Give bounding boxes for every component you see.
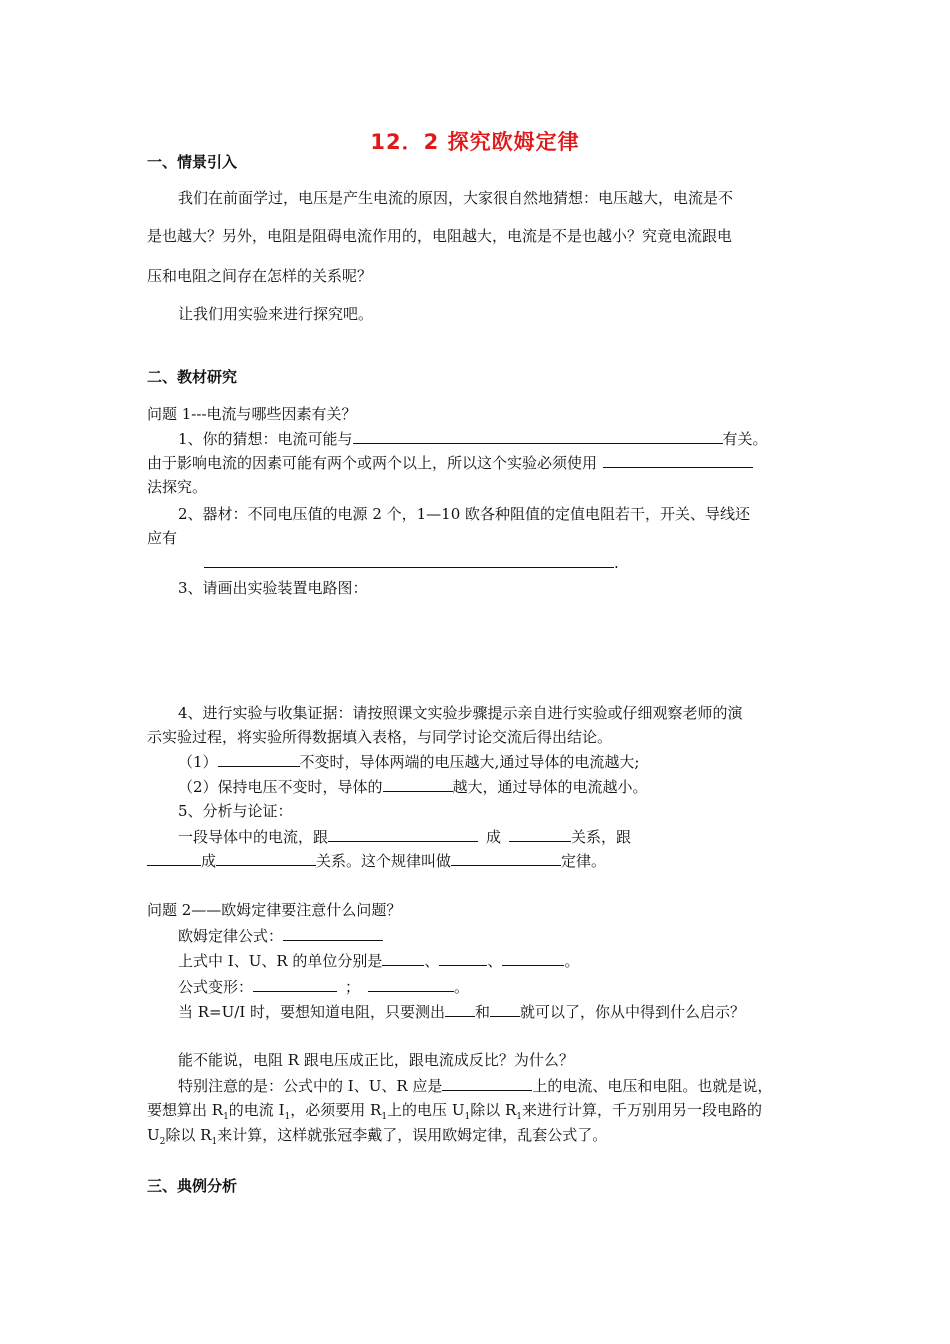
section-heading-examples: 三、典例分析 xyxy=(147,1177,238,1195)
proportion-question: 能不能说，电阻 R 跟电压成正比，跟电流成反比？为什么？ xyxy=(178,1051,574,1069)
blank-method[interactable] xyxy=(603,452,753,468)
item-2-line2: 应有 xyxy=(147,529,178,547)
item-1-guess: 1、你的猜想：电流可能与 有关。 xyxy=(178,430,768,448)
intro-paragraph-2: 让我们用实验来进行探究吧。 xyxy=(178,305,374,323)
blank-measure-1[interactable] xyxy=(445,1001,475,1017)
analysis-line-2: 成 关系。这个规律叫做 定律。 xyxy=(147,850,606,871)
blank-unit-r[interactable] xyxy=(502,950,564,966)
conclusion-2: （2）保持电压不变时，导体的 越大，通过导体的电流越小。 xyxy=(178,778,648,796)
question-1-title: 问题 1---电流与哪些因素有关？ xyxy=(147,405,357,423)
blank-analysis-2[interactable] xyxy=(509,826,571,842)
blank-transform-1[interactable] xyxy=(253,976,337,992)
intro-paragraph-line: 是也越大？另外，电阻是阻碍电流作用的，电阻越大，电流是不是也越小？究竟电流跟电 xyxy=(147,227,733,245)
section-heading-intro: 一、情景引入 xyxy=(147,153,238,171)
formula-transform-line: 公式变形： ； 。 xyxy=(178,978,470,996)
item-5-analysis: 5、分析与论证： xyxy=(178,802,293,820)
conclusion-1: （1） 不变时，导体两端的电压越大,通过导体的电流越大; xyxy=(178,753,640,771)
page-title: 12．2 探究欧姆定律 xyxy=(370,130,580,154)
item-2-blank-line: . xyxy=(204,552,619,573)
blank-formula[interactable] xyxy=(283,925,383,941)
item-3-circuit: 3、请画出实验装置电路图： xyxy=(178,579,368,597)
note-line-2: 要想算出 $R_1$的电流 $I_1$，必须要用 $R_1$上的电压 $U_1$除以 $R_1$来进行计算，千万别用另一段电路的 xyxy=(147,1101,763,1122)
note-line-3: $U_2$除以 $R_1$来计算，这样就张冠李戴了，误用欧姆定律，乱套公式了。 xyxy=(147,1126,608,1147)
analysis-line-1: 一段导体中的电流，跟 成 关系，跟 xyxy=(178,828,632,846)
blank-measure-2[interactable] xyxy=(490,1001,520,1017)
blank-analysis-5[interactable] xyxy=(451,850,561,866)
intro-paragraph-line: 压和电阻之间存在怎样的关系呢？ xyxy=(147,267,373,285)
blank-analysis-3[interactable] xyxy=(147,850,201,866)
blank-factors[interactable] xyxy=(353,428,723,444)
item-1-line3: 法探究。 xyxy=(147,478,208,496)
blank-conclusion-2[interactable] xyxy=(383,776,453,792)
section-heading-study: 二、教材研究 xyxy=(147,368,238,386)
blank-same-segment[interactable] xyxy=(442,1075,532,1091)
blank-conclusion-1[interactable] xyxy=(218,751,300,767)
blank-unit-u[interactable] xyxy=(439,950,487,966)
blank-analysis-4[interactable] xyxy=(216,850,316,866)
units-line: 上式中 I、U、R 的单位分别是 、 、 。 xyxy=(178,952,580,970)
blank-equipment[interactable] xyxy=(204,552,614,568)
resistance-line: 当 R=U/I 时，要想知道电阻，只要测出 和 就可以了，你从中得到什么启示？ xyxy=(178,1003,746,1021)
formula-line: 欧姆定律公式： xyxy=(178,925,383,946)
blank-transform-2[interactable] xyxy=(368,976,454,992)
item-2-equipment: 2、器材：不同电压值的电源 2 个，1—10 欧各种阻值的定值电阻若干，开关、导线还 xyxy=(178,505,751,523)
blank-analysis-1[interactable] xyxy=(328,826,478,842)
question-2-title: 问题 2——欧姆定律要注意什么问题？ xyxy=(147,901,402,919)
note-line-1: 特别注意的是：公式中的 I、U、R 应是 上的电流、电压和电阻。也就是说， xyxy=(178,1077,773,1095)
item-4-experiment: 4、进行实验与收集证据：请按照课文实验步骤提示亲自进行实验或仔细观察老师的演 xyxy=(178,704,743,722)
item-1-line2: 由于影响电流的因素可能有两个或两个以上，所以这个实验必须使用 xyxy=(147,452,753,473)
intro-paragraph-line: 我们在前面学过，电压是产生电流的原因，大家很自然地猜想：电压越大，电流是不 xyxy=(178,189,734,207)
item-4-line2: 示实验过程，将实验所得数据填入表格，与同学讨论交流后得出结论。 xyxy=(147,728,613,746)
blank-unit-i[interactable] xyxy=(382,950,424,966)
